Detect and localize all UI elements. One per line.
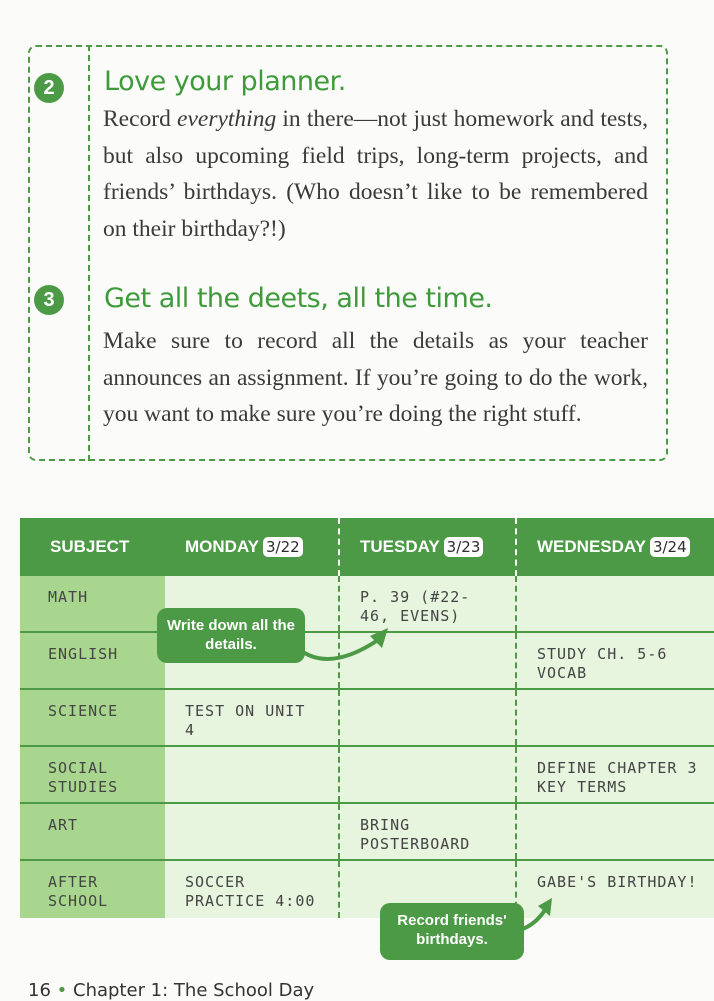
day-cell: TEST ON UNIT 4 — [165, 690, 338, 745]
day-cell: GABE'S BIRTHDAY! — [515, 861, 714, 918]
date-badge: 3/24 — [650, 537, 690, 557]
date-badge: 3/23 — [444, 537, 484, 557]
day-cell: BRING POSTERBOARD — [338, 804, 515, 859]
day-cell: STUDY CH. 5-6 VOCAB — [515, 633, 714, 688]
subject-cell: MATH — [20, 576, 165, 631]
header-label: TUESDAY — [360, 537, 440, 556]
bullet-icon: • — [56, 980, 68, 1001]
date-badge: 3/22 — [263, 537, 303, 557]
header-label: MONDAY — [185, 537, 259, 556]
tip-text: in there—not just homework and tests, but also upcoming field trips, long-term projects, and friends’ birthdays. (Who doesn’t like to be remembered on their birthday?!) — [103, 106, 648, 242]
chapter-title: Chapter 1: The School Day — [73, 980, 315, 1001]
subject-cell: SOCIAL STUDIES — [20, 747, 165, 802]
subject-cell: ART — [20, 804, 165, 859]
day-cell: P. 39 (#22-46, EVENS) — [338, 576, 515, 631]
day-cell: SOCCER PRACTICE 4:00 — [165, 861, 338, 918]
tip-number-badge: 2 — [34, 73, 64, 103]
callout-details: Write down all the details. — [157, 608, 305, 663]
tip-emphasis: everything — [177, 106, 277, 132]
page-footer — [28, 980, 314, 1001]
subject-cell: SCIENCE — [20, 690, 165, 745]
tip-heading: Love your planner. — [104, 66, 346, 97]
tip-number-badge: 3 — [34, 285, 64, 315]
callout-birthdays: Record friends' birthdays. — [380, 903, 524, 960]
tip-body: Make sure to record all the details as your teacher announces an assignment. If you’re going to do the work, you want to make sure you’re doing the right stuff. — [103, 328, 648, 427]
arrow-icon — [300, 640, 378, 659]
subject-cell: AFTER SCHOOL — [20, 861, 165, 918]
tip-text: Record — [103, 106, 178, 132]
tip-heading: Get all the deets, all the time. — [104, 283, 493, 314]
page-number: 16 — [28, 980, 51, 1001]
day-cell: DEFINE CHAPTER 3 KEY TERMS — [515, 747, 714, 802]
header-label: WEDNESDAY — [537, 537, 646, 556]
subject-cell: ENGLISH — [20, 633, 165, 688]
header-label: SUBJECT — [50, 537, 130, 556]
